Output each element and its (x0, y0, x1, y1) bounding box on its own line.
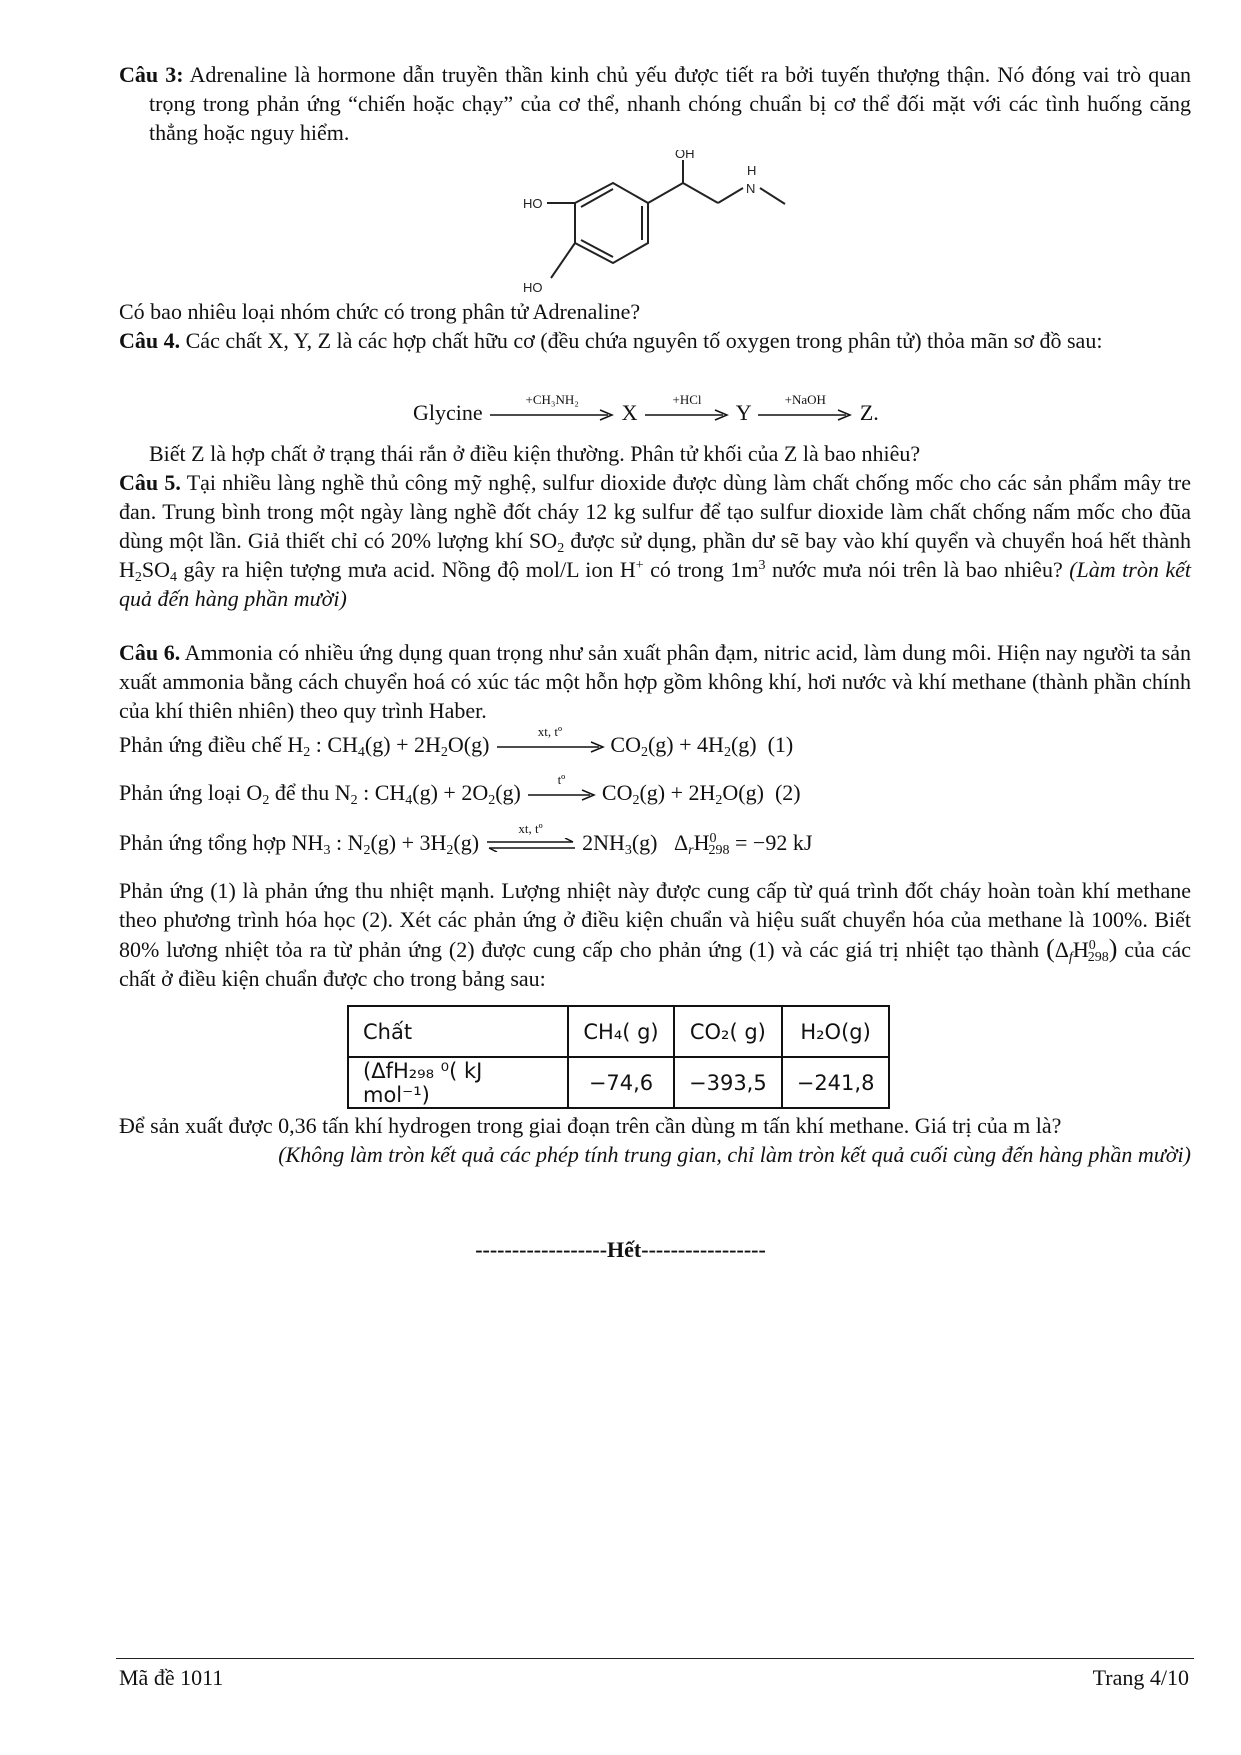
question-5-text (119, 468, 1191, 613)
sup-plus: + (635, 558, 644, 573)
question-5-part-a: Tại nhiều làng nghề thủ công mỹ nghệ, sulfur dioxide được dùng làm chất chống mốc cho các sản phẩm mây tre đan. Trung bình trong một ngày làng nghề đốt cháy 12 kg sulfur để tạo sulfur dioxide làm chất chống nấm mốc cho đũa dùng một lần. Giả thiết chỉ có 20% lượng khí SO (119, 470, 1191, 553)
exam-code: Mã đề 1011 (119, 1665, 224, 1690)
page-number: Trang 4/10 (1092, 1665, 1189, 1690)
adrenaline-structure (505, 150, 805, 300)
question-3-label: Câu 3: (119, 62, 184, 87)
question-5-part-b: được sử dụng, phần dư sẽ bay vào khí quyển và chuyển hoá hết thành H (119, 528, 1191, 582)
reaction-2-number: (2) (774, 780, 801, 805)
question-5-label: Câu 5. (119, 470, 181, 495)
reaction-1-arrow (495, 723, 605, 753)
reaction-3-prefix: Phản ứng tổng hợp (119, 830, 287, 855)
scheme-arrow-3 (756, 391, 854, 421)
nh-n-label: N (746, 181, 756, 196)
table-row-label: (ΔfH₂₉₈ ⁰( kJ mol⁻¹) (348, 1057, 568, 1108)
question-5-part-f: nước mưa nói trên là bao nhiêu? (765, 557, 1063, 582)
reaction-2-condition: tº (557, 771, 566, 787)
reaction-3: Phản ứng tổng hợp $NH_3$ : $N_2(g) + 3H_2(g)$ xt, tº $2NH_3(g) \Delta_rH^0_{298} = -92$ kJ (119, 820, 813, 858)
table-header-cell: H₂O(g) (782, 1006, 890, 1057)
table-row (348, 1057, 889, 1108)
reaction-1: Phản ứng điều chế $H_2$ : $CH_4(g) + 2H_2O(g)$ xt, tº $CO_2(g) + 4H_2(g)$ (1) (119, 723, 794, 760)
oh-label: OH (675, 150, 695, 161)
question-5-part-d: gây ra hiện tượng mưa acid. Nồng độ mol/L ion H (177, 557, 636, 582)
table-header-cell: Chất (348, 1006, 568, 1057)
question-5-note: (Làm tròn kết quả đến hàng phần mười) (119, 557, 1192, 611)
sub-2-b: 2 (134, 570, 142, 585)
question-6-body: Phản ứng (1) là phản ứng thu nhiệt mạnh. Lượng nhiệt này được cung cấp từ quá trình đốt cháy hoàn toàn khí methane theo phương trình hóa học (2). Xét các phản ứng ở điều kiện chuẩn và hiệu suất chuyển hóa của methane là 100%. Biết 80% lương nhiệt tỏa ra từ phản ứng (2) được cung cấp cho phản ứng (1) và các giá trị nhiệt tạo thành $(\Delta_fH^0_{298})$ của các chất ở điều kiện chuẩn được cho trong bảng sau: (119, 878, 1192, 991)
end-mark: ------------------Hết----------------- (475, 1237, 766, 1262)
scheme-y: Y (735, 400, 751, 425)
question-6-body-a: Phản ứng (1) là phản ứng thu nhiệt mạnh. Lượng nhiệt này được cung cấp từ quá trình đốt cháy hoàn toàn khí methane theo phương trình hóa học (2). Xét các phản ứng ở điều kiện chuẩn và hiệu suất chuyển hóa của methane là 100%. Biết 80% lương nhiệt tỏa ra từ phản ứng (2) được cung cấp cho phản ứng (1) và các giá trị nhiệt tạo thành (119, 878, 1191, 962)
question-5-part-e: có trong 1m (643, 557, 759, 582)
reaction-1-number: (1) (767, 732, 794, 757)
reaction-3-condition: xt, tº (518, 820, 543, 836)
ho-label-bottom: HO (523, 280, 543, 295)
question-5-part-c: SO (141, 557, 171, 582)
reaction-2: Phản ứng loại $O_2$ để thu $N_2$ : $CH_4(g) + 2O_2(g)$ tº $CO_2(g) + 2H_2O(g)$ (2) (119, 771, 801, 808)
reaction-2-mid: để thu (274, 780, 330, 805)
footer-divider (116, 1658, 1194, 1659)
table-cell: −74,6 (568, 1057, 674, 1108)
question-6-intro-text: Ammonia có nhiều ứng dụng quan trọng như sản xuất phân đạm, nitric acid, làm dung môi. Hiện nay người ta sản xuất ammonia bằng cách chuyển hoá có xúc tác một hỗn hợp gồm không khí, hơi nước và khí methane (thành phần chính của khí thiên nhiên) theo quy trình Haber. (119, 640, 1191, 723)
sub-2-a: 2 (557, 541, 565, 556)
scheme-z: Z. (859, 400, 879, 425)
nh-h-label: H (747, 163, 757, 178)
sub-4: 4 (170, 570, 178, 585)
question-6-body-b: của các chất ở điều kiện chuẩn được cho trong bảng sau: (119, 937, 1192, 991)
question-4-question: Biết Z là hợp chất ở trạng thái rắn ở điều kiện thường. Phân tử khối của Z là bao nhiêu? (149, 441, 921, 466)
reaction-2-arrow (526, 771, 596, 801)
reaction-3-enthalpy: = −92 kJ (735, 830, 813, 855)
reaction-3-arrow (485, 820, 577, 852)
scheme-glycine: Glycine (413, 400, 483, 425)
ho-label-top: HO (523, 196, 543, 211)
enthalpy-table (347, 1005, 890, 1109)
scheme-reagent-1: +CH₃NH₂ (525, 391, 579, 407)
reaction-2-prefix: Phản ứng loại (119, 780, 241, 805)
scheme-arrow-1 (488, 391, 616, 421)
reaction-1-condition: xt, tº (537, 723, 563, 739)
question-6-note-text: (Không làm tròn kết quả các phép tính trung gian, chỉ làm tròn kết quả cuối cùng đến hàng phần mười) (278, 1142, 1191, 1167)
formation-enthalpy-symbol: ( (1046, 934, 1055, 963)
question-3-body: Adrenaline là hormone dẫn truyền thần kinh chủ yếu được tiết ra bởi tuyến thượng thận. Nó đóng vai trò quan trọng trong phản ứng “chiến hoặc chạy” của cơ thể, nhanh chóng chuẩn bị cơ thể đối mặt với các tình huống căng thẳng hoặc nguy hiểm. (149, 62, 1191, 145)
question-6-intro (119, 638, 1191, 725)
question-4-body: Các chất X, Y, Z là các hợp chất hữu cơ (đều chứa nguyên tố oxygen trong phân tử) thỏa mãn sơ đồ sau: (185, 328, 1103, 353)
table-cell: −393,5 (674, 1057, 782, 1108)
sup-3: 3 (758, 558, 766, 573)
table-header-row (348, 1006, 889, 1057)
scheme-arrow-2 (643, 391, 731, 421)
question-4-text (119, 326, 1191, 355)
scheme-reagent-3: +NaOH (784, 391, 826, 407)
question-6-note (119, 1140, 1191, 1169)
question-4-label: Câu 4. (119, 328, 181, 353)
reaction-scheme (413, 391, 1013, 428)
scheme-reagent-2: +HCl (672, 391, 702, 407)
reaction-1-prefix: Phản ứng điều chế (119, 732, 282, 757)
question-6-question: Để sản xuất được 0,36 tấn khí hydrogen trong giai đoạn trên cần dùng m tấn khí methane. Giá trị của m là? (119, 1113, 1062, 1138)
table-header-cell: CH₄( g) (568, 1006, 674, 1057)
table-cell: −241,8 (782, 1057, 890, 1108)
question-3-question: Có bao nhiêu loại nhóm chức có trong phân tử Adrenaline? (119, 299, 641, 324)
scheme-x: X (621, 400, 638, 425)
question-6-label: Câu 6. (119, 640, 181, 665)
question-3-text (119, 60, 1191, 147)
table-header-cell: CO₂( g) (674, 1006, 782, 1057)
